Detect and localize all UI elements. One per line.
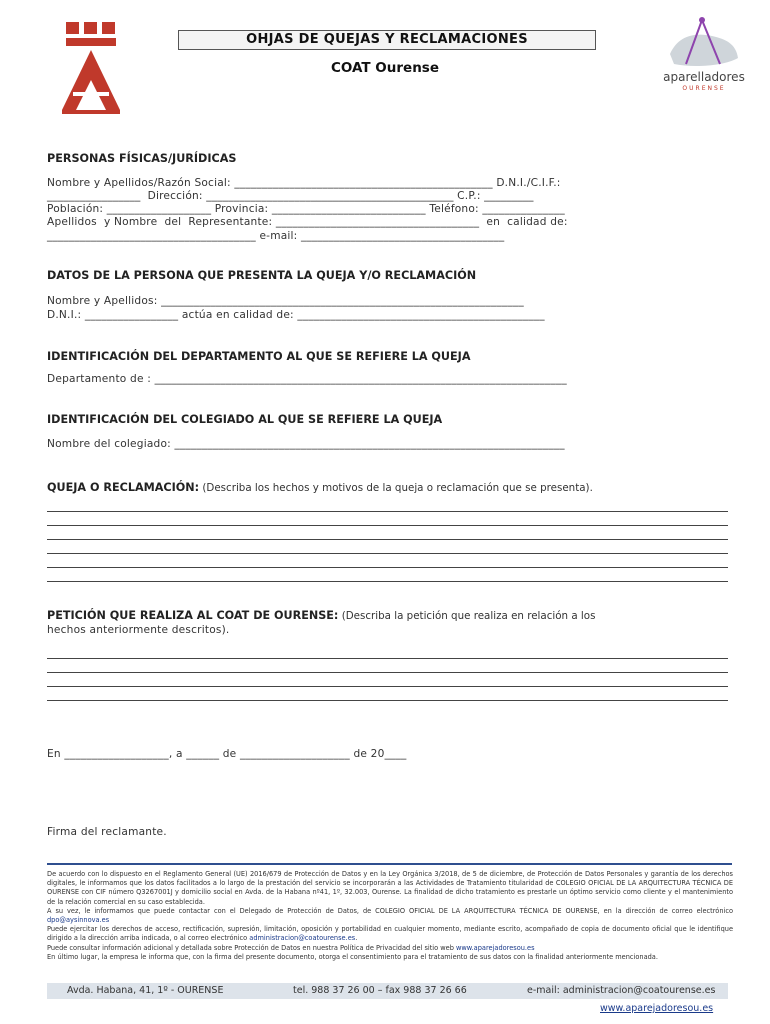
footer-phone: tel. 988 37 26 00 – fax 988 37 26 66 (293, 985, 467, 996)
queja-hint: (Describa los hechos y motivos de la queja o reclamación que se presenta). (199, 482, 593, 494)
legal-divider (47, 863, 732, 865)
peticion-line-3[interactable] (47, 686, 728, 687)
section-peticion-title (47, 609, 595, 622)
peticion-title: PETICIÓN QUE REALIZA AL COAT DE OURENSE: (47, 609, 339, 622)
privacy-p3-text: Puede ejercitar los derechos de acceso, rectificación, supresión, limitación, oposición y portabilidad en cualquier momento, mediante escrito, acompañado de copia de documento oficial que le identifique dirigido a la dirección arriba indicada, o al correo electrónico (47, 925, 733, 943)
personas-representative-field[interactable]: Apellidos y Nombre del Representante: _____________________________________ en calidad de: (47, 216, 568, 228)
privacy-paragraph-3 (47, 925, 733, 943)
footer-contact-band (47, 983, 728, 999)
dpo-email-link[interactable]: dpo@aysinnova.es (47, 916, 110, 925)
peticion-line-2[interactable] (47, 672, 728, 673)
date-place-field[interactable]: En ___________________, a ______ de ____________________ de 20____ (47, 748, 407, 760)
privacy-paragraph-1: De acuerdo con lo dispuesto en el Reglamento General (UE) 2016/679 de Protección de Datos y en la Ley Orgánica 3/2018, de 5 de diciembre, de Protección de Datos Personales y garantía de los derechos digitales, le informamos que los datos facilitados a lo largo de la prestación del servicio se incorporarán a las Actividades de Tratamiento titularidad de COLEGIO OFICIAL DE LA ARQUITECTURA TÉCNICA DE OURENSE con CIF número Q3267001J y domicilio social en Avda. de la Habana nº41, 1º, 32.003, Ourense. La finalidad de dicho tratamiento es prestarle un óptimo servicio como cliente y el mantenimiento de la relación comercial en su caso establecida. (47, 870, 733, 906)
colegiado-field[interactable]: Nombre del colegiado: _______________________________________________________________________ (47, 438, 565, 450)
peticion-hint-continued: hechos anteriormente descritos). (47, 624, 230, 636)
queja-line-5[interactable] (47, 567, 728, 568)
personas-email-field[interactable]: ______________________________________ e-mail: _____________________________________ (47, 230, 505, 242)
datos-name-field[interactable]: Nombre y Apellidos: __________________________________________________________________ (47, 295, 524, 307)
section-queja-title (47, 481, 593, 494)
brand-name: aparelladores (663, 70, 745, 84)
peticion-line-1[interactable] (47, 658, 728, 659)
privacy-p3-end: . (355, 934, 358, 943)
datos-dni-field[interactable]: D.N.I.: _________________ actúa en calidad de: _____________________________________________ (47, 309, 545, 321)
privacy-paragraph-4 (47, 944, 733, 953)
section-personas-title: PERSONAS FÍSICAS/JURÍDICAS (47, 152, 237, 165)
personas-city-field[interactable]: Población: ___________________ Provincia: ____________________________ Teléfono: _______________ (47, 203, 565, 215)
queja-line-1[interactable] (47, 511, 728, 512)
section-departamento-title: IDENTIFICACIÓN DEL DEPARTAMENTO AL QUE SE REFIERE LA QUEJA (47, 350, 471, 363)
organization-name: COAT Ourense (330, 60, 440, 76)
queja-line-2[interactable] (47, 525, 728, 526)
footer-address: Avda. Habana, 41, 1º - OURENSE (67, 985, 224, 996)
section-colegiado-title: IDENTIFICACIÓN DEL COLEGIADO AL QUE SE REFIERE LA QUEJA (47, 413, 443, 426)
aparelladores-logo (664, 14, 744, 74)
peticion-hint: (Describa la petición que realiza en relación a los (338, 610, 596, 622)
privacy-paragraph-2 (47, 907, 733, 925)
queja-line-4[interactable] (47, 553, 728, 554)
coat-logo (56, 18, 126, 118)
document-title-bar: OHJAS DE QUEJAS Y RECLAMACIONES (178, 30, 596, 50)
privacy-p2-text: A su vez, le informamos que puede contactar con el Delegado de Protección de Datos, de COLEGIO OFICIAL DE LA ARQUITECTURA TÉCNICA DE OURENSE, en la dirección de correo electrónico (47, 906, 733, 915)
website-link[interactable]: www.aparejadoresou.es (456, 943, 535, 952)
personas-address-field[interactable]: _________________ Dirección: _____________________________________________ C.P.: _________ (47, 190, 534, 202)
privacy-p4-text: Puede consultar información adicional y detallada sobre Protección de Datos en nuestra Política de Privacidad del sitio web (47, 943, 457, 952)
admin-email-link[interactable]: administracion@coatourense.es (249, 934, 356, 943)
departamento-field[interactable]: Departamento de : ___________________________________________________________________________ (47, 373, 567, 385)
privacy-notice (47, 870, 733, 962)
peticion-line-4[interactable] (47, 700, 728, 701)
footer-website-link[interactable]: www.aparejadoresou.es (600, 1003, 714, 1014)
privacy-paragraph-5: En último lugar, la empresa le informa que, con la firma del presente documento, otorga el consentimiento para el tratamiento de sus datos con la finalidad anteriormente mencionada. (47, 952, 658, 961)
brand-sub: OURENSE (682, 85, 726, 92)
personas-name-field[interactable]: Nombre y Apellidos/Razón Social: _______________________________________________ D.N.I./C.I.F.: (47, 177, 561, 189)
queja-title: QUEJA O RECLAMACIÓN: (47, 481, 200, 494)
queja-line-3[interactable] (47, 539, 728, 540)
section-datos-title: DATOS DE LA PERSONA QUE PRESENTA LA QUEJA Y/O RECLAMACIÓN (47, 269, 477, 282)
signature-label: Firma del reclamante. (47, 826, 167, 838)
footer-email[interactable]: e-mail: administracion@coatourense.es (527, 985, 716, 996)
queja-line-6[interactable] (47, 581, 728, 582)
